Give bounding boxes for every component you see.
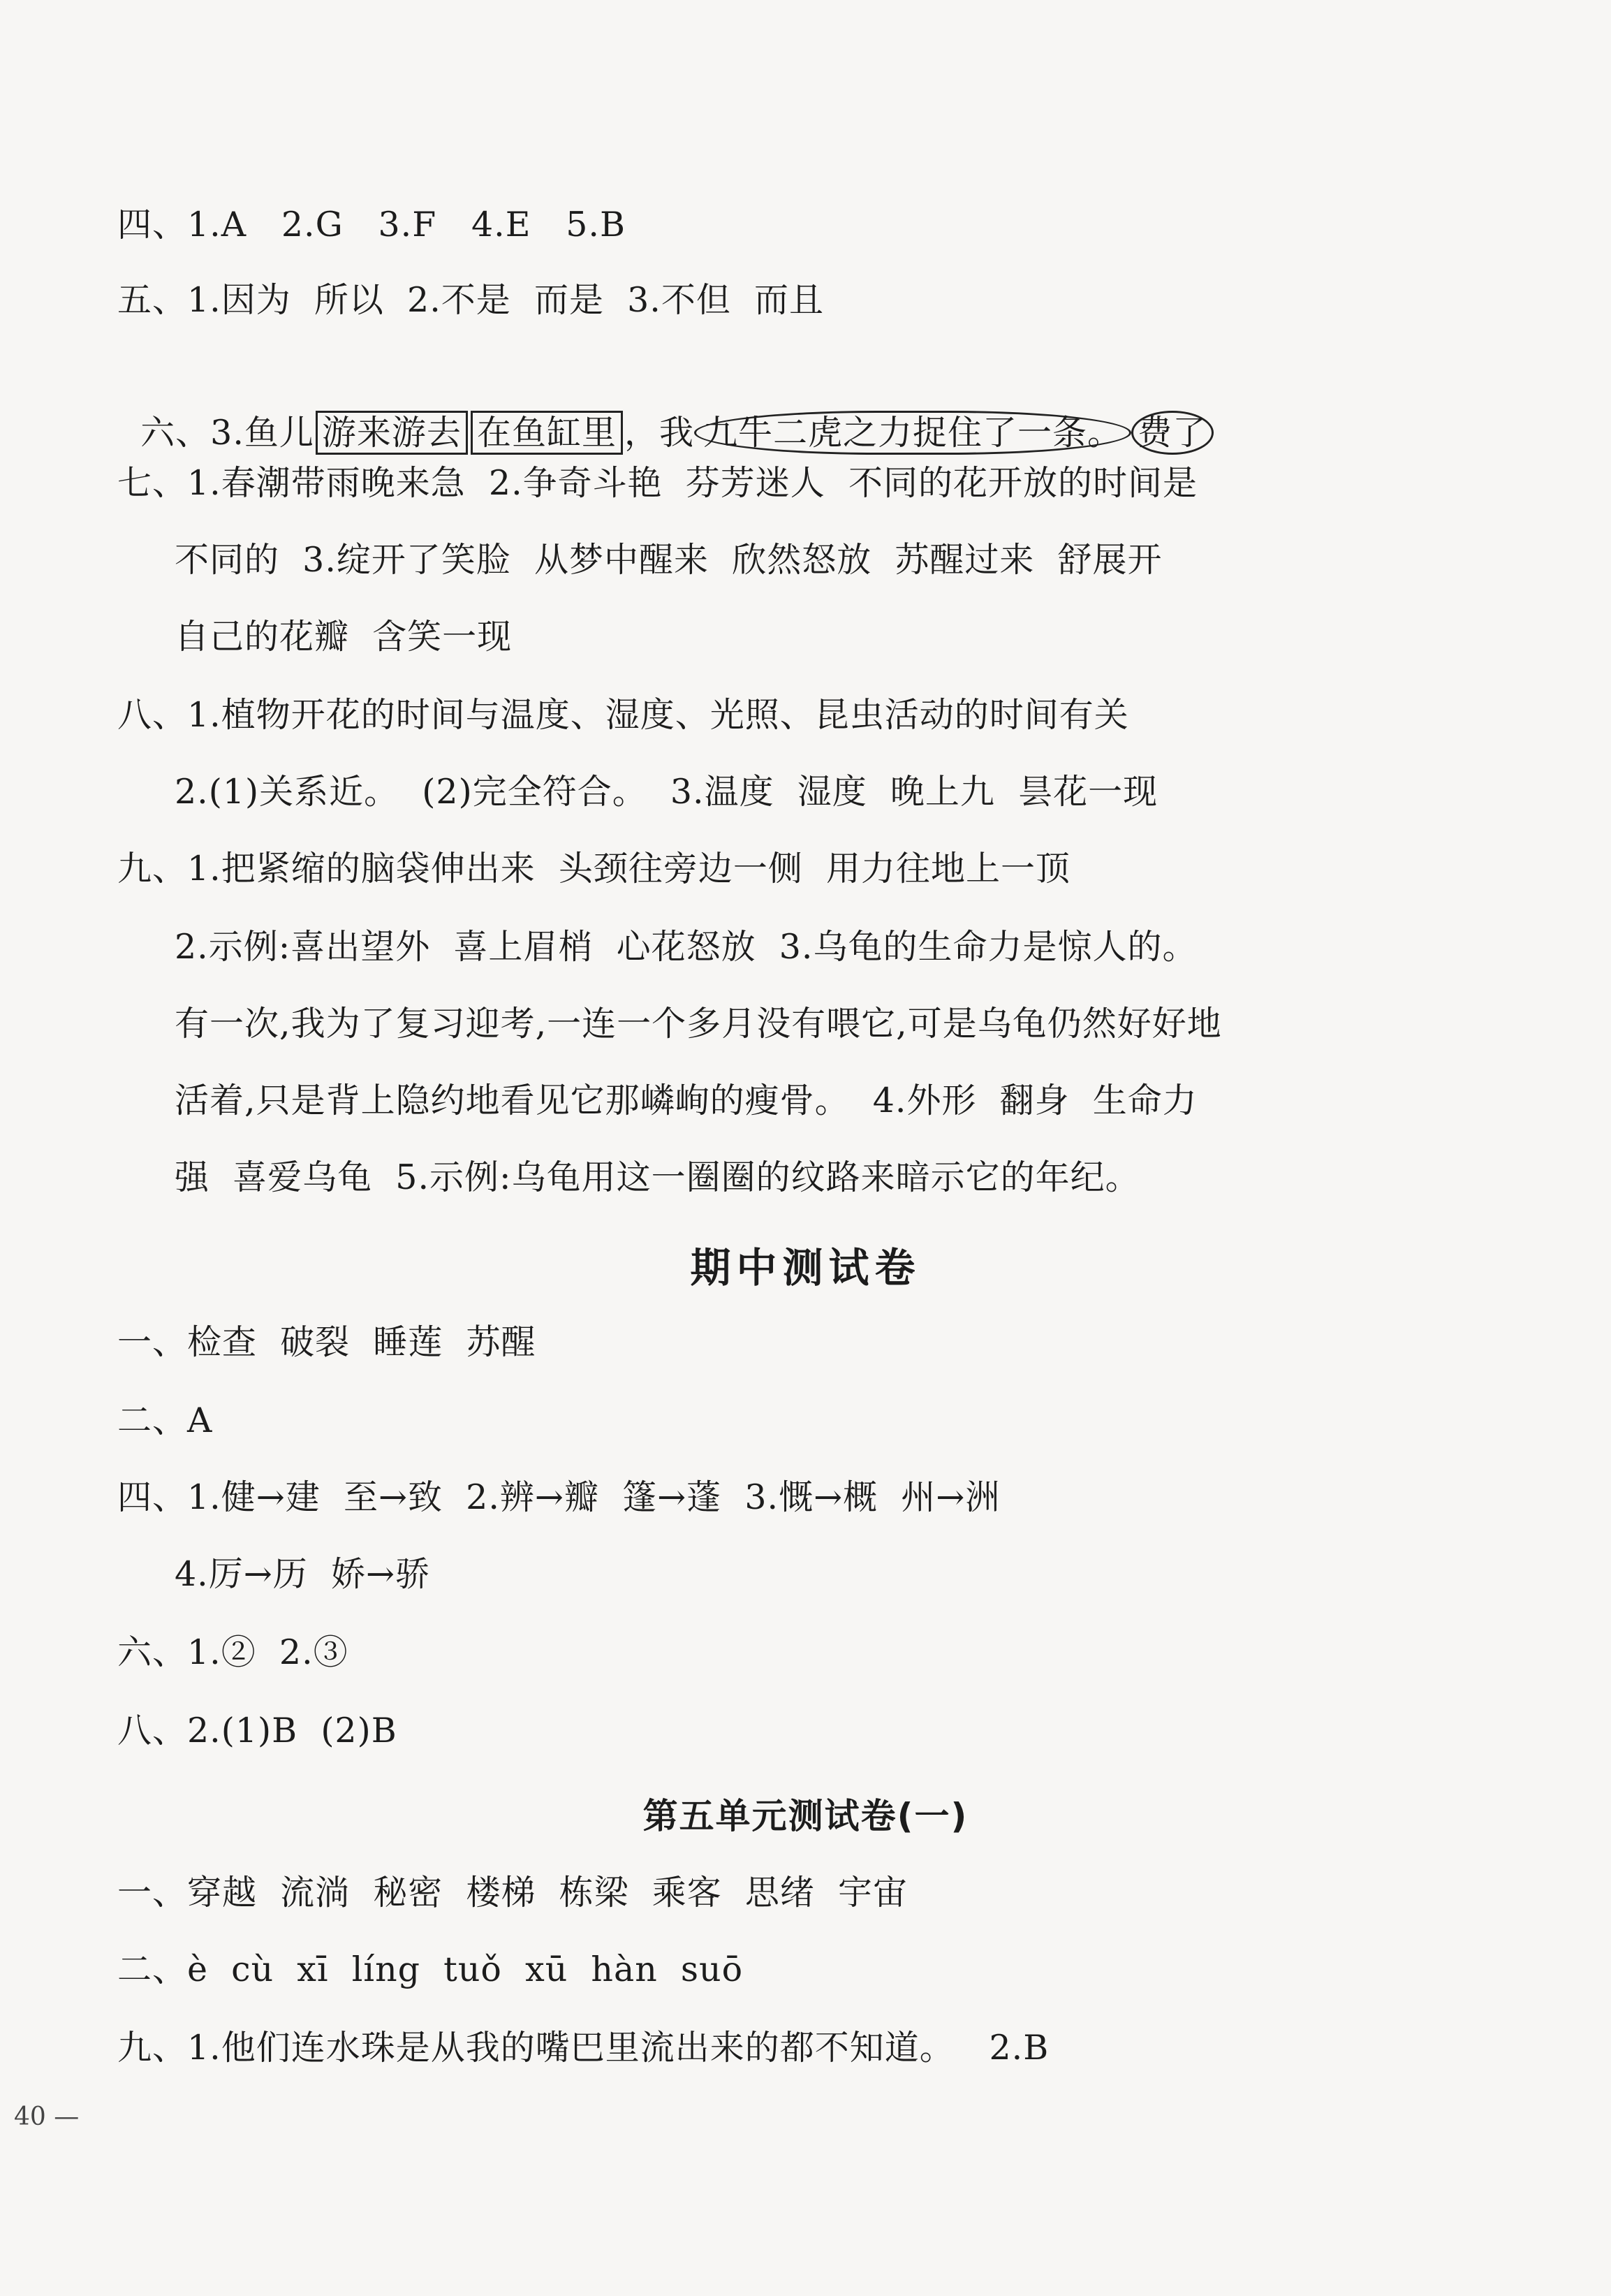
answer-line-7-cont2: 自己的花瓣 含笑一现: [175, 617, 513, 657]
answer-line-9-cont4: 强 喜爱乌龟 5.示例:乌龟用这一圈圈的纹路来暗示它的年纪。: [175, 1157, 1140, 1197]
answer-line-9: 九、1.把紧缩的脑袋伸出来 头颈往旁边一侧 用力往地上一顶: [117, 849, 1071, 889]
unit5-line-9: 九、1.他们连水珠是从我的嘴巴里流出来的都不知道。 2.B: [117, 2028, 1050, 2068]
answer-line-6-prefix: 六、3.鱼儿: [140, 413, 314, 453]
answer-line-5: 五、1.因为 所以 2.不是 而是 3.不但 而且: [117, 280, 825, 320]
answer-line-7-cont1: 不同的 3.绽开了笑脸 从梦中醒来 欣然怒放 苏醒过来 舒展开: [175, 540, 1163, 580]
unit5-line-1: 一、穿越 流淌 秘密 楼梯 栋梁 乘客 思绪 宇宙: [117, 1873, 909, 1913]
unit5-line-2: 二、è cù xī líng tuǒ xū hàn suō: [117, 1950, 744, 1989]
midterm-line-6: 六、1.② 2.③: [117, 1632, 348, 1672]
answer-line-8: 八、1.植物开花的时间与温度、湿度、光照、昆虫活动的时间有关: [117, 695, 1129, 735]
section-title-midterm: 期中测试卷: [690, 1244, 921, 1292]
answer-line-7: 七、1.春潮带雨晚来急 2.争奇斗艳 芬芳迷人 不同的花开放的时间是: [117, 463, 1198, 503]
answer-line-9-cont2: 有一次,我为了复习迎考,一连一个多月没有喂它,可是乌龟仍然好好地: [175, 1004, 1222, 1044]
answer-line-6: [117, 370, 1214, 454]
section-title-unit5: 第五单元测试卷(一): [642, 1796, 969, 1836]
answer-line-9-cont1: 2.示例:喜出望外 喜上眉梢 心花怒放 3.乌龟的生命力是惊人的。: [175, 927, 1198, 967]
midterm-line-2: 二、A: [117, 1401, 213, 1440]
circled-word: 费了: [1131, 411, 1214, 455]
answer-line-4: 四、1.A 2.G 3.F 4.E 5.B: [117, 205, 626, 244]
answer-line-9-cont3: 活着,只是背上隐约地看见它那嶙峋的瘦骨。 4.外形 翻身 生命力: [175, 1081, 1198, 1120]
midterm-line-4: 四、1.健→建 至→致 2.辨→瓣 篷→蓬 3.慨→概 州→洲: [117, 1477, 1001, 1517]
midterm-line-1: 一、检查 破裂 睡莲 苏醒: [117, 1322, 536, 1362]
boxed-phrase-1: 游来游去: [316, 411, 468, 455]
midterm-line-4-cont: 4.厉→历 娇→骄: [175, 1554, 431, 1594]
circled-phrase: 九牛二虎之力捉住了一条。: [694, 411, 1131, 455]
page-number: 40 —: [14, 2103, 80, 2131]
answer-line-6-mid: ，我: [624, 413, 694, 453]
answer-line-8-cont: 2.(1)关系近。 (2)完全符合。 3.温度 湿度 晚上九 昙花一现: [175, 772, 1158, 812]
midterm-line-8: 八、2.(1)B (2)B: [117, 1711, 397, 1750]
boxed-phrase-2: 在鱼缸里: [471, 411, 623, 455]
